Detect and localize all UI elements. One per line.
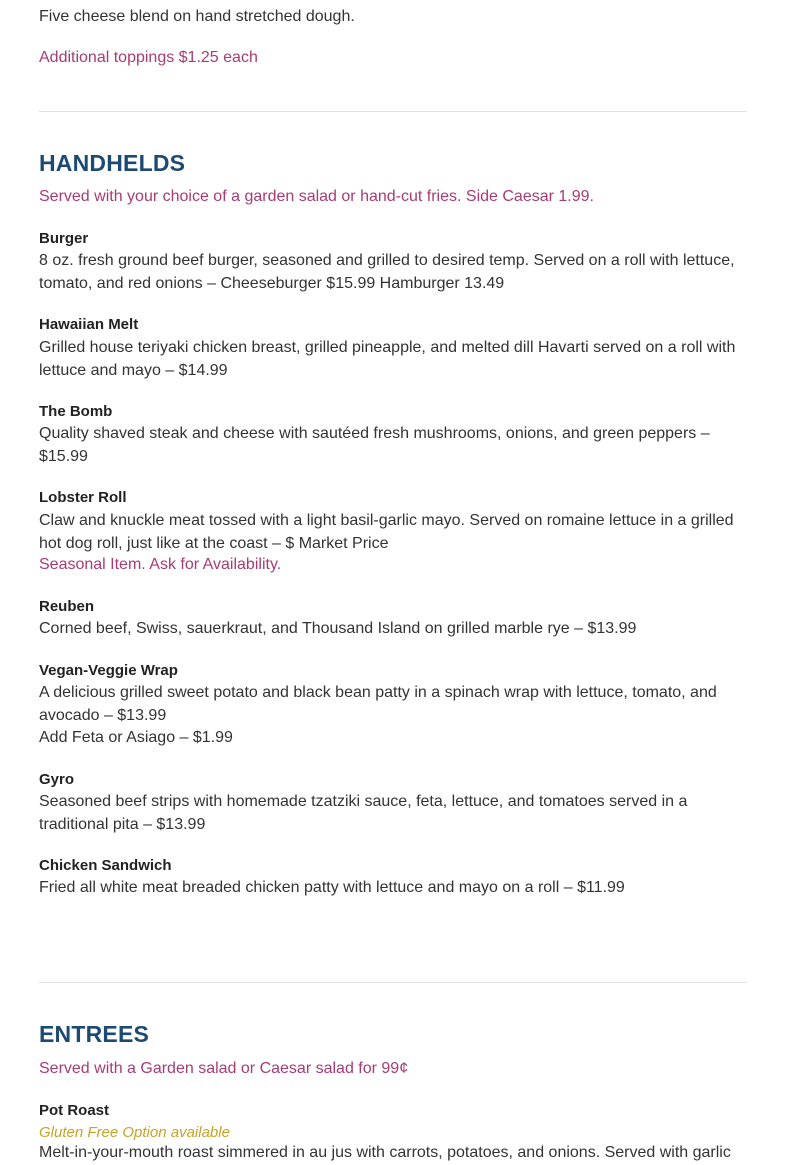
item-addon: Add Feta or Asiago – $1.99 — [39, 729, 233, 746]
item-description: Seasoned beef strips with homemade tzatziki sauce, feta, lettuce, and tomatoes served in a traditional pita – $13.99 — [39, 793, 688, 833]
section-title-handhelds: HANDHELDS — [39, 150, 186, 176]
item-description: Corned beef, Swiss, sauerkraut, and Thousand Island on grilled marble rye – $13.99 — [39, 620, 637, 637]
section-title-entrees: ENTREES — [39, 1021, 150, 1047]
item-description: Grilled house teriyaki chicken breast, grilled pineapple, and melted dill Havarti served on a roll with lettuce and mayo – $14.99 — [39, 339, 736, 379]
item-description: Melt-in-your-mouth roast simmered in au jus with carrots, potatoes, and onions. Served with garlic — [39, 1144, 731, 1161]
item-name: Hawaiian Melt — [39, 316, 139, 333]
item-name: Lobster Roll — [39, 489, 127, 506]
entrees-subtitle: Served with a Garden salad or Caesar salad for 99¢ — [39, 1060, 409, 1077]
item-description: Fried all white meat breaded chicken patty with lettuce and mayo on a roll – $11.99 — [39, 879, 625, 896]
seasonal-note: Seasonal Item. Ask for Availability. — [39, 556, 282, 573]
item-name: Gyro — [39, 771, 75, 788]
item-description: A delicious grilled sweet potato and black bean patty in a spinach wrap with lettuce, tomato, and avocado – $13.99 — [39, 684, 717, 724]
pizza-description: Five cheese blend on hand stretched dough. — [39, 8, 355, 25]
item-name: Reuben — [39, 598, 95, 615]
item-name: Pot Roast — [39, 1102, 110, 1119]
item-name: Burger — [39, 230, 89, 247]
item-name: Vegan-Veggie Wrap — [39, 662, 178, 679]
item-name: Chicken Sandwich — [39, 857, 172, 874]
section-divider — [39, 111, 747, 112]
item-description: 8 oz. fresh ground beef burger, seasoned and grilled to desired temp. Served on a roll with lettuce, tomato, and red onions – Cheeseburger $15.99 Hamburger 13.49 — [39, 252, 735, 292]
item-description: Quality shaved steak and cheese with sautéed fresh mushrooms, onions, and green peppers – $15.99 — [39, 425, 710, 465]
toppings-note: Additional toppings $1.25 each — [39, 49, 258, 66]
gluten-free-note: Gluten Free Option available — [39, 1124, 230, 1141]
handhelds-subtitle: Served with your choice of a garden salad or hand-cut fries. Side Caesar 1.99. — [39, 188, 594, 205]
item-name: The Bomb — [39, 403, 113, 420]
section-divider — [39, 982, 747, 983]
item-description: Claw and knuckle meat tossed with a light basil-garlic mayo. Served on romaine lettuce in a grilled hot dog roll, just like at the coast – $ Market Price — [39, 512, 734, 552]
